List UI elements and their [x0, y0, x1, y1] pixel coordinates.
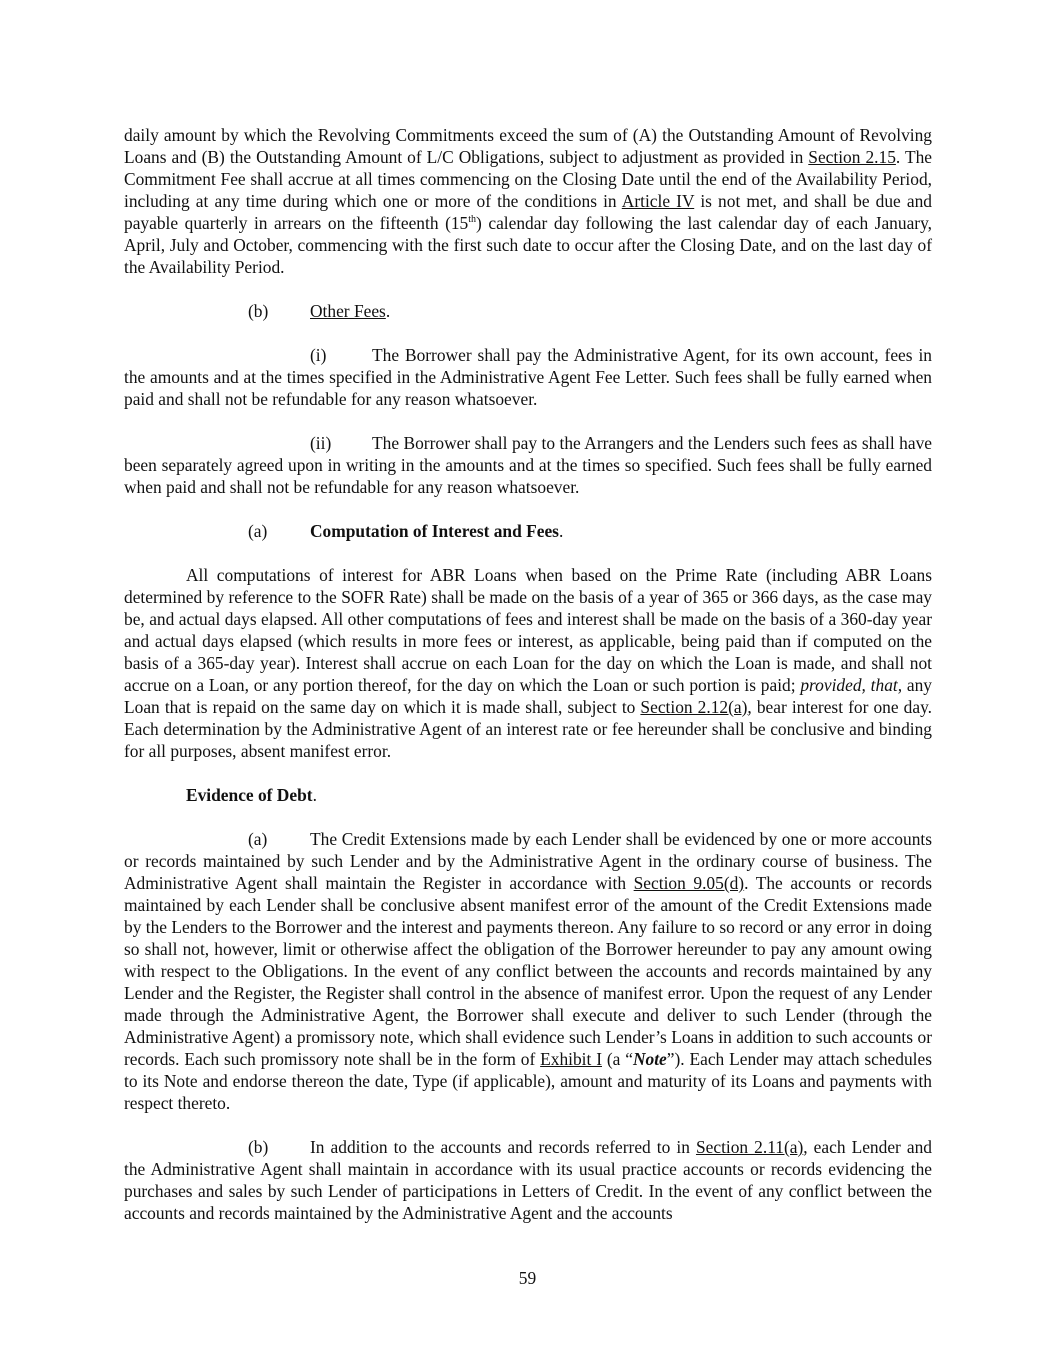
text: The Credit Extensions made by each Lender shall be evidenced by one or more accounts or records maintained by such Lender and by the Administrative Agent in the ordinary course of business. The Administrative Agent shall maintain the Register in accordance with [124, 829, 932, 893]
clause-label: (i) [310, 345, 327, 365]
heading-title: Computation of Interest and Fees [310, 521, 559, 541]
paragraph-evidence-b [124, 1136, 932, 1224]
text: All computations of interest for ABR Loans when based on the Prime Rate (including ABR Loans determined by reference to the SOFR Rate) shall be made on the basis of a year of 365 or 366 days, as the case may be, and actual days elapsed. All other computations of fees and interest shall be made on the basis of a 360-day year and actual days elapsed (which results in more fees or interest, as applicable, being paid than if computed on the basis of a 365-day year). Interest shall accrue on each Loan for the day on which the Loan is made, and shall not accrue on a Loan, or any portion thereof, for the day on which the Loan or such portion is paid; [124, 565, 932, 695]
heading-title: Evidence of Debt [186, 785, 313, 805]
clause-label: (a) [248, 521, 268, 541]
defined-term: Note [632, 1049, 667, 1069]
text: , bear interest for one day. Each determination by the Administrative Agent of an interest rate or fee hereunder shall be conclusive and binding for all purposes, absent manifest error. [124, 697, 932, 761]
text: daily amount by which the Revolving Commitments exceed the sum of (A) the Outstanding Amount of Revolving Loans and (B) the Outstanding Amount of L/C Obligations, subject to adjustment as provided in [124, 125, 932, 167]
heading-evidence-of-debt [124, 784, 932, 806]
link-article-iv[interactable]: Article IV [621, 191, 695, 211]
paragraph-commitment-fee [124, 124, 932, 278]
document-page [124, 124, 932, 1224]
clause-label: (a) [248, 829, 268, 849]
text: In addition to the accounts and records referred to in [310, 1137, 696, 1157]
link-section-9-05d[interactable]: Section 9.05(d) [633, 873, 745, 893]
text: . [312, 785, 317, 805]
link-section-2-12a[interactable]: Section 2.12(a) [640, 697, 748, 717]
paragraph-other-fees-ii [124, 432, 932, 498]
text: ”). Each Lender may attach schedules to its Note and endorse thereon the date, Type (if applicable), amount and maturity of its Loans and payments with respect thereto. [124, 1049, 932, 1113]
page-number: 59 [518, 1268, 537, 1288]
italic-text: provided, that, [800, 675, 903, 695]
heading-title: Other Fees [310, 301, 386, 321]
text: is not met, and shall be due and payable quarterly in arrears on the fifteenth (15 [124, 191, 932, 233]
link-section-2-11a[interactable]: Section 2.11(a) [695, 1137, 804, 1157]
clause-label: (ii) [310, 433, 332, 453]
text: ) calendar day following the last calendar day of each January, April, July and October, commencing with the first such date to occur after the Closing Date, and on the last day of the Availability Period. [124, 213, 932, 277]
text: . The accounts or records maintained by each Lender shall be conclusive absent manifest error of the amount of the Credit Extensions made by the Lenders to the Borrower and the interest and payments thereon. Any failure to so record or any error in doing so shall not, however, limit or otherwise affect the obligation of the Borrower hereunder to pay any amount owing with respect to the Obligations. In the event of any conflict between the accounts and records maintained by any Lender and the Register, the Register shall control in the absence of manifest error. Upon the request of any Lender made through the Administrative Agent, the Borrower shall execute and deliver to such Lender (through the Administrative Agent) a promissory note, which shall evidence such Lender’s Loans in addition to such accounts or records. Each such promissory note shall be in the form of [124, 873, 933, 1069]
text: (a “ [602, 1049, 633, 1069]
link-section-2-15[interactable]: Section 2.15 [808, 147, 896, 167]
text: any Loan that is repaid on the same day on which it is made shall, subject to [124, 675, 932, 717]
text: The Borrower shall pay the Administrative Agent, for its own account, fees in the amounts and at the times specified in the Administrative Agent Fee Letter. Such fees shall be fully earned when paid and shall not be refundable for any reason whatsoever. [124, 345, 932, 409]
link-exhibit-i[interactable]: Exhibit I [540, 1049, 602, 1069]
text: , each Lender and the Administrative Agent shall maintain in accordance with its usual practice accounts or records evidencing the purchases and sales by such Lender of participations in Letters of Credit. In the event of any conflict between the accounts and records maintained by the Administrative Agent and the accounts [124, 1137, 932, 1223]
heading-computation [124, 520, 932, 542]
text: . The Commitment Fee shall accrue at all times commencing on the Closing Date until the end of the Availability Period, including at any time during which one or more of the conditions in [124, 147, 932, 211]
clause-label: (b) [248, 301, 269, 321]
clause-label: (b) [248, 1137, 269, 1157]
paragraph-evidence-a [124, 828, 932, 1114]
text: . [385, 301, 391, 321]
paragraph-other-fees-i [124, 344, 932, 410]
text: The Borrower shall pay to the Arrangers and the Lenders such fees as shall have been separately agreed upon in writing in the amounts and at the times so specified. Such fees shall be fully earned when paid and shall not be refundable for any reason whatsoever. [124, 433, 932, 497]
text: . [558, 521, 564, 541]
paragraph-computation [124, 564, 932, 762]
heading-other-fees [124, 300, 932, 322]
superscript: th [468, 214, 477, 226]
